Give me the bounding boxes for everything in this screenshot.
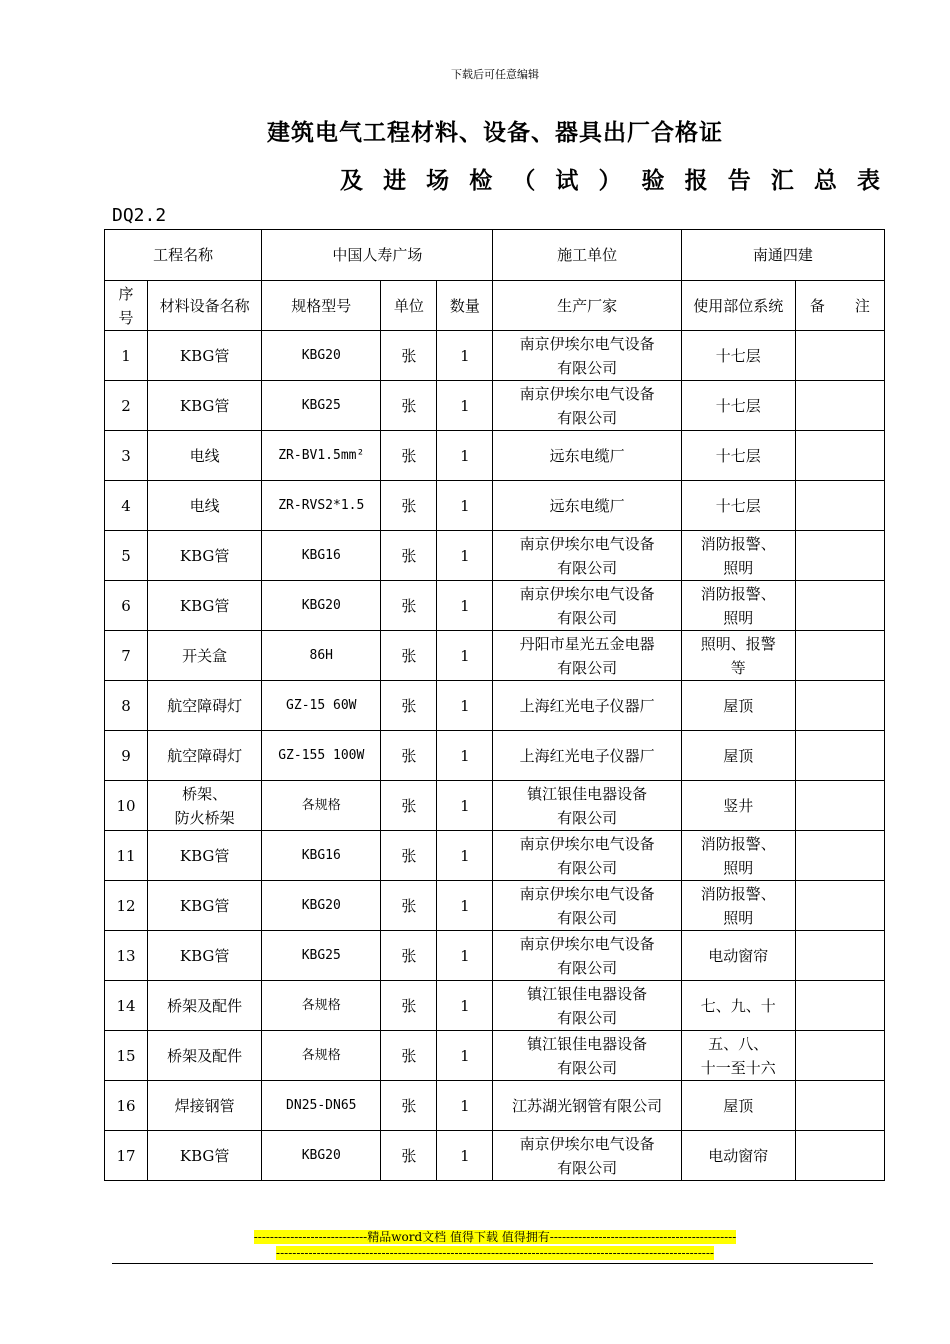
cell-maker — [493, 831, 681, 881]
cell-material — [148, 331, 262, 381]
project-name-label: 工程名称 — [105, 230, 262, 281]
subtitle-char: 及 — [340, 167, 363, 194]
cell-maker-line: 南京伊埃尔电气设备 — [519, 584, 655, 603]
form-code: DQ2.2 — [112, 205, 167, 226]
cell-maker-line: 南京伊埃尔电气设备 — [519, 834, 655, 853]
cell-material-line: 航空障碍灯 — [167, 746, 243, 765]
table-row — [105, 531, 885, 581]
cell-maker — [493, 331, 681, 381]
cell-seq: 7 — [105, 631, 148, 681]
summary-table — [104, 229, 885, 1181]
table-row — [105, 331, 885, 381]
subtitle-char: 告 — [727, 167, 751, 194]
subtitle-char: 报 — [684, 167, 708, 194]
cell-maker — [493, 981, 681, 1031]
cell-remark — [795, 881, 884, 931]
cell-material-line: KBG管 — [179, 846, 230, 865]
cell-location-line: 照明 — [723, 908, 754, 927]
cell-maker — [493, 731, 681, 781]
cell-material-line: KBG管 — [179, 396, 230, 415]
page-title: 建筑电气工程材料、设备、器具出厂合格证 — [267, 119, 723, 146]
cell-location-line: 照明 — [723, 858, 754, 877]
cell-material — [148, 381, 262, 431]
subtitle-char: 表 — [856, 167, 880, 194]
cell-material-line: 焊接钢管 — [174, 1096, 235, 1115]
cell-maker-line: 有限公司 — [557, 608, 618, 627]
cell-maker — [493, 531, 681, 581]
cell-spec: 各规格 — [262, 1031, 381, 1081]
cell-maker — [493, 1131, 681, 1181]
cell-material-line: KBG管 — [179, 946, 230, 965]
table-row — [105, 831, 885, 881]
cell-location-line: 屋顶 — [723, 746, 754, 765]
subtitle-char: 验 — [641, 167, 665, 194]
cell-location-line: 消防报警、 — [700, 534, 776, 553]
cell-maker-line: 有限公司 — [557, 658, 618, 677]
cell-location — [681, 531, 795, 581]
cell-maker — [493, 381, 681, 431]
cell-unit: 张 — [381, 881, 437, 931]
cell-spec: 各规格 — [262, 981, 381, 1031]
cell-remark — [795, 981, 884, 1031]
footer-line-1: ----------------------------精品word文档 值得下载 值得拥有---------------------------------------------- — [253, 1230, 737, 1244]
cell-remark — [795, 831, 884, 881]
cell-material-line: KBG管 — [179, 346, 230, 365]
cell-location-line: 照明 — [723, 608, 754, 627]
cell-maker-line: 有限公司 — [557, 1158, 618, 1177]
cell-location — [681, 781, 795, 831]
cell-maker — [493, 931, 681, 981]
cell-material — [148, 731, 262, 781]
cell-location — [681, 731, 795, 781]
cell-spec: 各规格 — [262, 781, 381, 831]
cell-remark — [795, 431, 884, 481]
cell-maker-line: 南京伊埃尔电气设备 — [519, 334, 655, 353]
cell-seq: 5 — [105, 531, 148, 581]
cell-remark — [795, 481, 884, 531]
cell-maker-line: 南京伊埃尔电气设备 — [519, 934, 655, 953]
cell-seq: 6 — [105, 581, 148, 631]
cell-maker — [493, 681, 681, 731]
table-row — [105, 631, 885, 681]
cell-spec: KBG25 — [262, 381, 381, 431]
cell-location-line: 十七层 — [715, 396, 761, 415]
header-row — [105, 281, 885, 331]
cell-maker — [493, 881, 681, 931]
subtitle-char: 进 — [383, 167, 407, 194]
cell-material-line: 桥架及配件 — [167, 1046, 243, 1065]
cell-location — [681, 381, 795, 431]
cell-material — [148, 931, 262, 981]
cell-location-line: 等 — [730, 658, 746, 677]
cell-remark — [795, 731, 884, 781]
cell-maker — [493, 781, 681, 831]
cell-maker-line: 镇江银佳电器设备 — [527, 984, 648, 1003]
cell-maker — [493, 1031, 681, 1081]
cell-maker-line: 丹阳市星光五金电器 — [519, 634, 655, 653]
cell-spec: KBG20 — [262, 881, 381, 931]
cell-spec: KBG16 — [262, 531, 381, 581]
cell-seq: 1 — [105, 331, 148, 381]
cell-qty: 1 — [437, 431, 493, 481]
subtitle-char: 检 — [469, 167, 493, 194]
cell-material-line: KBG管 — [179, 546, 230, 565]
cell-location — [681, 481, 795, 531]
cell-unit: 张 — [381, 481, 437, 531]
cell-qty: 1 — [437, 1131, 493, 1181]
cell-spec: 86H — [262, 631, 381, 681]
cell-location-line: 五、八、 — [708, 1034, 769, 1053]
cell-material-line: 桥架、 — [182, 784, 228, 803]
cell-seq: 8 — [105, 681, 148, 731]
cell-location — [681, 1081, 795, 1131]
subtitle-char: 场 — [426, 167, 450, 194]
cell-qty: 1 — [437, 931, 493, 981]
header-note: 下载后可任意编辑 — [451, 68, 539, 81]
table-row — [105, 731, 885, 781]
table-row — [105, 1031, 885, 1081]
cell-location — [681, 681, 795, 731]
table-row — [105, 431, 885, 481]
cell-location-line: 十七层 — [715, 346, 761, 365]
header-seq — [105, 281, 148, 331]
cell-location-line: 十一至十六 — [700, 1058, 776, 1077]
cell-unit: 张 — [381, 381, 437, 431]
cell-unit: 张 — [381, 1081, 437, 1131]
cell-qty: 1 — [437, 331, 493, 381]
cell-location-line: 七、九、十 — [700, 996, 776, 1015]
cell-qty: 1 — [437, 531, 493, 581]
cell-material — [148, 1031, 262, 1081]
footer-line-2: ------------------------------------------------------------------------------------------------------------ — [276, 1246, 714, 1260]
cell-unit: 张 — [381, 1031, 437, 1081]
cell-location-line: 照明 — [723, 558, 754, 577]
cell-spec: ZR-RVS2*1.5 — [262, 481, 381, 531]
footer-divider — [112, 1263, 873, 1264]
cell-location-line: 屋顶 — [723, 1096, 754, 1115]
table-row — [105, 581, 885, 631]
cell-unit: 张 — [381, 531, 437, 581]
cell-maker-line: 上海红光电子仪器厂 — [519, 746, 655, 765]
cell-unit: 张 — [381, 1131, 437, 1181]
header-remark: 备 注 — [795, 281, 884, 331]
cell-maker-line: 有限公司 — [557, 1058, 618, 1077]
cell-material-line: 电线 — [189, 496, 220, 515]
cell-location-line: 十七层 — [715, 496, 761, 515]
cell-qty: 1 — [437, 831, 493, 881]
cell-qty: 1 — [437, 981, 493, 1031]
cell-seq: 15 — [105, 1031, 148, 1081]
cell-remark — [795, 331, 884, 381]
cell-seq: 4 — [105, 481, 148, 531]
cell-maker-line: 镇江银佳电器设备 — [527, 784, 648, 803]
header-location: 使用部位系统 — [681, 281, 795, 331]
table-row — [105, 881, 885, 931]
cell-maker-line: 镇江银佳电器设备 — [527, 1034, 648, 1053]
cell-location — [681, 981, 795, 1031]
subtitle-char: （ — [512, 167, 536, 194]
cell-maker-line: 远东电缆厂 — [549, 496, 625, 515]
cell-remark — [795, 1081, 884, 1131]
cell-maker-line: 南京伊埃尔电气设备 — [519, 384, 655, 403]
project-info-row — [105, 230, 885, 281]
cell-location-line: 屋顶 — [723, 696, 754, 715]
cell-location — [681, 631, 795, 681]
cell-material — [148, 1081, 262, 1131]
cell-unit: 张 — [381, 681, 437, 731]
cell-location-line: 电动窗帘 — [708, 946, 769, 965]
cell-unit: 张 — [381, 431, 437, 481]
cell-maker-line: 有限公司 — [557, 358, 618, 377]
cell-material-line: 桥架及配件 — [167, 996, 243, 1015]
subtitle-char: 试 — [555, 167, 579, 194]
cell-maker-line: 有限公司 — [557, 858, 618, 877]
subtitle-char: ） — [598, 167, 622, 194]
cell-material-line: KBG管 — [179, 1146, 230, 1165]
cell-material — [148, 481, 262, 531]
cell-spec: KBG16 — [262, 831, 381, 881]
page-subtitle — [340, 162, 880, 195]
header-qty: 数量 — [437, 281, 493, 331]
cell-qty: 1 — [437, 1081, 493, 1131]
cell-location-line: 电动窗帘 — [708, 1146, 769, 1165]
cell-qty: 1 — [437, 781, 493, 831]
cell-maker-line: 有限公司 — [557, 958, 618, 977]
cell-remark — [795, 631, 884, 681]
cell-material-line: 航空障碍灯 — [167, 696, 243, 715]
cell-qty: 1 — [437, 631, 493, 681]
cell-maker — [493, 481, 681, 531]
table-row — [105, 381, 885, 431]
table-row — [105, 931, 885, 981]
cell-maker-line: 有限公司 — [557, 408, 618, 427]
cell-qty: 1 — [437, 381, 493, 431]
cell-material — [148, 831, 262, 881]
cell-material-line: 电线 — [189, 446, 220, 465]
cell-spec: GZ-15 60W — [262, 681, 381, 731]
cell-remark — [795, 681, 884, 731]
cell-seq: 9 — [105, 731, 148, 781]
cell-seq: 3 — [105, 431, 148, 481]
table-row — [105, 981, 885, 1031]
header-material: 材料设备名称 — [148, 281, 262, 331]
cell-remark — [795, 531, 884, 581]
cell-material — [148, 581, 262, 631]
cell-location-line: 十七层 — [715, 446, 761, 465]
cell-maker-line: 有限公司 — [557, 908, 618, 927]
cell-maker — [493, 1081, 681, 1131]
cell-remark — [795, 1031, 884, 1081]
table-row — [105, 681, 885, 731]
cell-unit: 张 — [381, 731, 437, 781]
cell-seq: 17 — [105, 1131, 148, 1181]
cell-location-line: 消防报警、 — [700, 834, 776, 853]
cell-unit: 张 — [381, 781, 437, 831]
cell-maker — [493, 581, 681, 631]
cell-maker — [493, 631, 681, 681]
cell-location-line: 消防报警、 — [700, 884, 776, 903]
cell-maker-line: 南京伊埃尔电气设备 — [519, 884, 655, 903]
contractor-value: 南通四建 — [681, 230, 884, 281]
cell-unit: 张 — [381, 581, 437, 631]
header-seq-line: 号 — [118, 308, 134, 327]
cell-seq: 11 — [105, 831, 148, 881]
cell-unit: 张 — [381, 631, 437, 681]
cell-material — [148, 681, 262, 731]
cell-spec: GZ-155 100W — [262, 731, 381, 781]
cell-seq: 10 — [105, 781, 148, 831]
cell-location — [681, 331, 795, 381]
cell-maker-line: 南京伊埃尔电气设备 — [519, 1134, 655, 1153]
cell-remark — [795, 381, 884, 431]
cell-unit: 张 — [381, 331, 437, 381]
cell-location — [681, 831, 795, 881]
cell-location — [681, 1131, 795, 1181]
project-name-value: 中国人寿广场 — [262, 230, 493, 281]
cell-qty: 1 — [437, 481, 493, 531]
cell-seq: 2 — [105, 381, 148, 431]
cell-location — [681, 581, 795, 631]
cell-material-line: 防火桥架 — [174, 808, 235, 827]
cell-location-line: 照明、报警 — [700, 634, 776, 653]
cell-material-line: 开关盒 — [182, 646, 228, 665]
cell-remark — [795, 1131, 884, 1181]
cell-qty: 1 — [437, 731, 493, 781]
subtitle-char: 汇 — [770, 167, 794, 194]
cell-seq: 16 — [105, 1081, 148, 1131]
cell-material — [148, 781, 262, 831]
cell-unit: 张 — [381, 831, 437, 881]
cell-maker-line: 有限公司 — [557, 808, 618, 827]
cell-spec: KBG20 — [262, 1131, 381, 1181]
cell-maker-line: 上海红光电子仪器厂 — [519, 696, 655, 715]
cell-material — [148, 881, 262, 931]
cell-location — [681, 1031, 795, 1081]
cell-remark — [795, 781, 884, 831]
cell-material — [148, 431, 262, 481]
subtitle-char: 总 — [813, 167, 837, 194]
cell-material-line: KBG管 — [179, 896, 230, 915]
cell-seq: 14 — [105, 981, 148, 1031]
table-row — [105, 1131, 885, 1181]
footer-banner — [0, 1229, 950, 1261]
table-row — [105, 481, 885, 531]
contractor-label: 施工单位 — [493, 230, 681, 281]
cell-unit: 张 — [381, 931, 437, 981]
cell-qty: 1 — [437, 1031, 493, 1081]
cell-location — [681, 931, 795, 981]
table-row — [105, 781, 885, 831]
cell-spec: DN25-DN65 — [262, 1081, 381, 1131]
cell-unit: 张 — [381, 981, 437, 1031]
cell-maker-line: 远东电缆厂 — [549, 446, 625, 465]
cell-maker-line: 江苏湖光钢管有限公司 — [512, 1096, 663, 1115]
cell-location-line: 竖井 — [723, 796, 754, 815]
cell-remark — [795, 581, 884, 631]
cell-maker-line: 有限公司 — [557, 1008, 618, 1027]
cell-qty: 1 — [437, 881, 493, 931]
cell-material-line: KBG管 — [179, 596, 230, 615]
cell-maker-line: 南京伊埃尔电气设备 — [519, 534, 655, 553]
cell-maker-line: 有限公司 — [557, 558, 618, 577]
header-maker: 生产厂家 — [493, 281, 681, 331]
cell-location — [681, 431, 795, 481]
header-spec: 规格型号 — [262, 281, 381, 331]
cell-maker — [493, 431, 681, 481]
cell-seq: 12 — [105, 881, 148, 931]
header-seq-line: 序 — [118, 284, 134, 303]
cell-seq: 13 — [105, 931, 148, 981]
table-row — [105, 1081, 885, 1131]
cell-material — [148, 981, 262, 1031]
cell-spec: ZR-BV1.5mm² — [262, 431, 381, 481]
cell-qty: 1 — [437, 581, 493, 631]
cell-remark — [795, 931, 884, 981]
cell-qty: 1 — [437, 681, 493, 731]
cell-spec: KBG20 — [262, 331, 381, 381]
header-unit: 单位 — [381, 281, 437, 331]
cell-material — [148, 1131, 262, 1181]
cell-location — [681, 881, 795, 931]
cell-material — [148, 531, 262, 581]
cell-material — [148, 631, 262, 681]
cell-location-line: 消防报警、 — [700, 584, 776, 603]
cell-spec: KBG25 — [262, 931, 381, 981]
cell-spec: KBG20 — [262, 581, 381, 631]
